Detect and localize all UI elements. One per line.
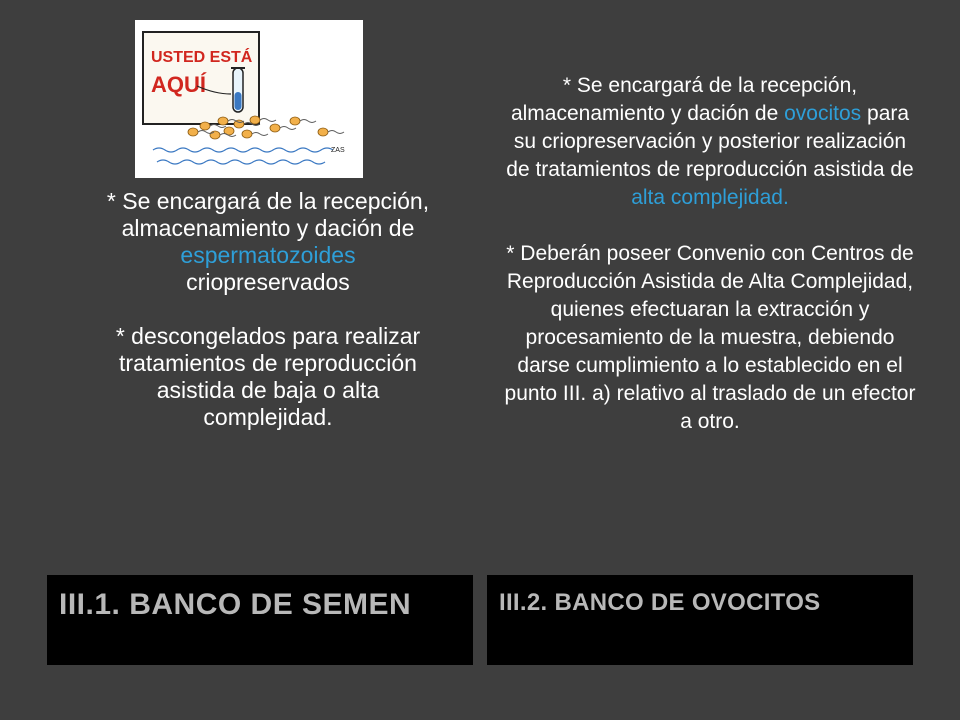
left-p1-text: * Se encargará de la recepción, almacenamiento y dación de [106,188,430,241]
left-paragraph-1 [100,188,436,296]
left-paragraph-2: * descongelados para realizar tratamientos de reproducción asistida de baja o alta complejidad. [115,323,421,430]
artist-signature: ZAS [331,147,345,154]
right-p1-accent-complejidad: alta complejidad. [631,186,789,209]
footer-title-ovocitos: III.2. BANCO DE OVOCITOS [499,589,821,616]
right-paragraph-1 [500,72,920,212]
sperm-cartoon-illustration [135,20,363,178]
left-p1-text-end: criopreservados [186,269,350,295]
footer-box-ovocitos [487,575,913,665]
right-p1-text-middle: para su criopreservación y posterior realización de tratamientos de reproducción asistida de [506,102,914,181]
right-p1-accent-ovocitos: ovocitos [784,102,862,125]
right-p1-text: * Se encargará de la recepción, almacenamiento y dación de [510,74,858,125]
right-column-text [500,72,920,436]
footer-title-semen: III.1. BANCO DE SEMEN [59,588,412,621]
left-column-text [100,188,436,431]
left-p1-accent: espermatozoides [180,242,356,268]
sign-text-line1: USTED ESTÁ [151,49,253,66]
test-tube-icon [231,68,245,112]
right-paragraph-2: * Deberán poseer Convenio con Centros de Reproducción Asistida de Alta Complejidad, quienes efectuaran la extracción y procesamiento de la muestra, debiendo darse cumplimiento a lo establecido en el punto III. a) relativo al traslado de un efector a otro. [504,242,916,433]
sign-text-line2: AQUÍ [151,72,206,97]
footer-box-semen [47,575,473,665]
